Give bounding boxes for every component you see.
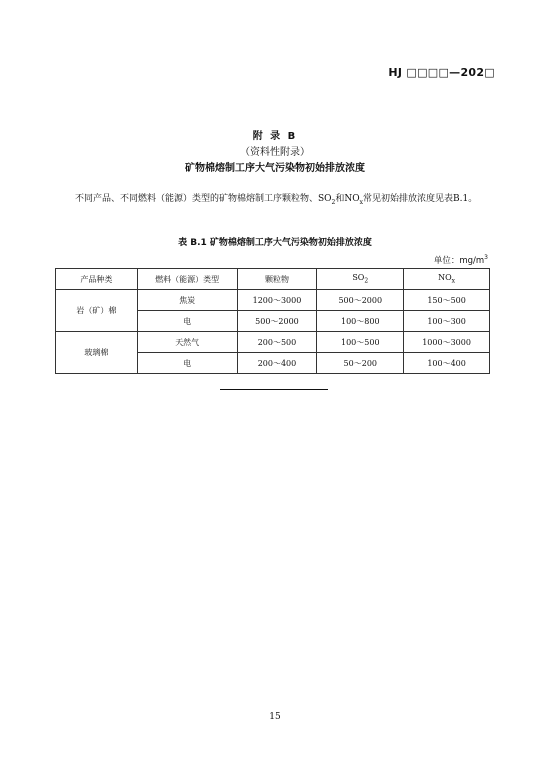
- so2-cell: 50～200: [317, 353, 404, 374]
- page-number: 15: [269, 712, 281, 722]
- pm-cell: 1200～3000: [237, 290, 317, 311]
- product-cell: 岩（矿）棉: [56, 290, 138, 332]
- nox-cell: 100～300: [404, 311, 490, 332]
- header-so2-sub: 2: [364, 277, 369, 285]
- appendix-subtitle: （资料性附录）: [240, 147, 310, 158]
- product-cell: 玻璃棉: [56, 332, 138, 374]
- table-row: [56, 332, 490, 353]
- end-divider: [220, 389, 328, 390]
- pm-cell: 500～2000: [237, 311, 317, 332]
- pm-cell: 200～500: [237, 332, 317, 353]
- unit-text: 单位：mg/m: [433, 256, 485, 266]
- para-text-3: 常见初始排放浓度见表B.1。: [363, 194, 478, 204]
- header-so2-text: SO: [352, 273, 365, 283]
- standard-code: HJ □□□□—202□: [388, 66, 495, 79]
- para-text-2: 和NO: [335, 194, 360, 204]
- fuel-cell: 天然气: [137, 332, 237, 353]
- body-paragraph: [57, 191, 495, 211]
- nox-cell: 150～500: [404, 290, 490, 311]
- appendix-heading: 矿物棉熔制工序大气污染物初始排放浓度: [185, 163, 365, 174]
- nox-cell: 100～400: [404, 353, 490, 374]
- header-nox: [404, 269, 490, 290]
- unit-label: [434, 254, 488, 266]
- fuel-cell: 电: [137, 311, 237, 332]
- para-text-1: 不同产品、不同燃料（能源）类型的矿物棉熔制工序颗粒物、SO: [75, 194, 332, 204]
- so2-cell: 100～800: [317, 311, 404, 332]
- pm-cell: 200～400: [237, 353, 317, 374]
- fuel-cell: 焦炭: [137, 290, 237, 311]
- unit-sup: 3: [484, 254, 488, 262]
- appendix-title: 附 录 B: [252, 131, 298, 142]
- nox-cell: 1000～3000: [404, 332, 490, 353]
- header-nox-sub: x: [451, 277, 456, 285]
- fuel-cell: 电: [137, 353, 237, 374]
- table-caption: 表 B.1 矿物棉熔制工序大气污染物初始排放浓度: [178, 238, 372, 248]
- header-pm: 颗粒物: [237, 269, 317, 290]
- header-product: 产品种类: [56, 269, 138, 290]
- header-nox-text: NO: [438, 273, 452, 283]
- para-sub-2: x: [359, 198, 364, 206]
- emission-table: [55, 268, 490, 374]
- header-so2: [317, 269, 404, 290]
- so2-cell: 500～2000: [317, 290, 404, 311]
- so2-cell: 100～500: [317, 332, 404, 353]
- table-row: [56, 290, 490, 311]
- para-sub-1: 2: [331, 198, 336, 206]
- header-fuel: 燃料（能源）类型: [137, 269, 237, 290]
- table-header-row: [56, 269, 490, 290]
